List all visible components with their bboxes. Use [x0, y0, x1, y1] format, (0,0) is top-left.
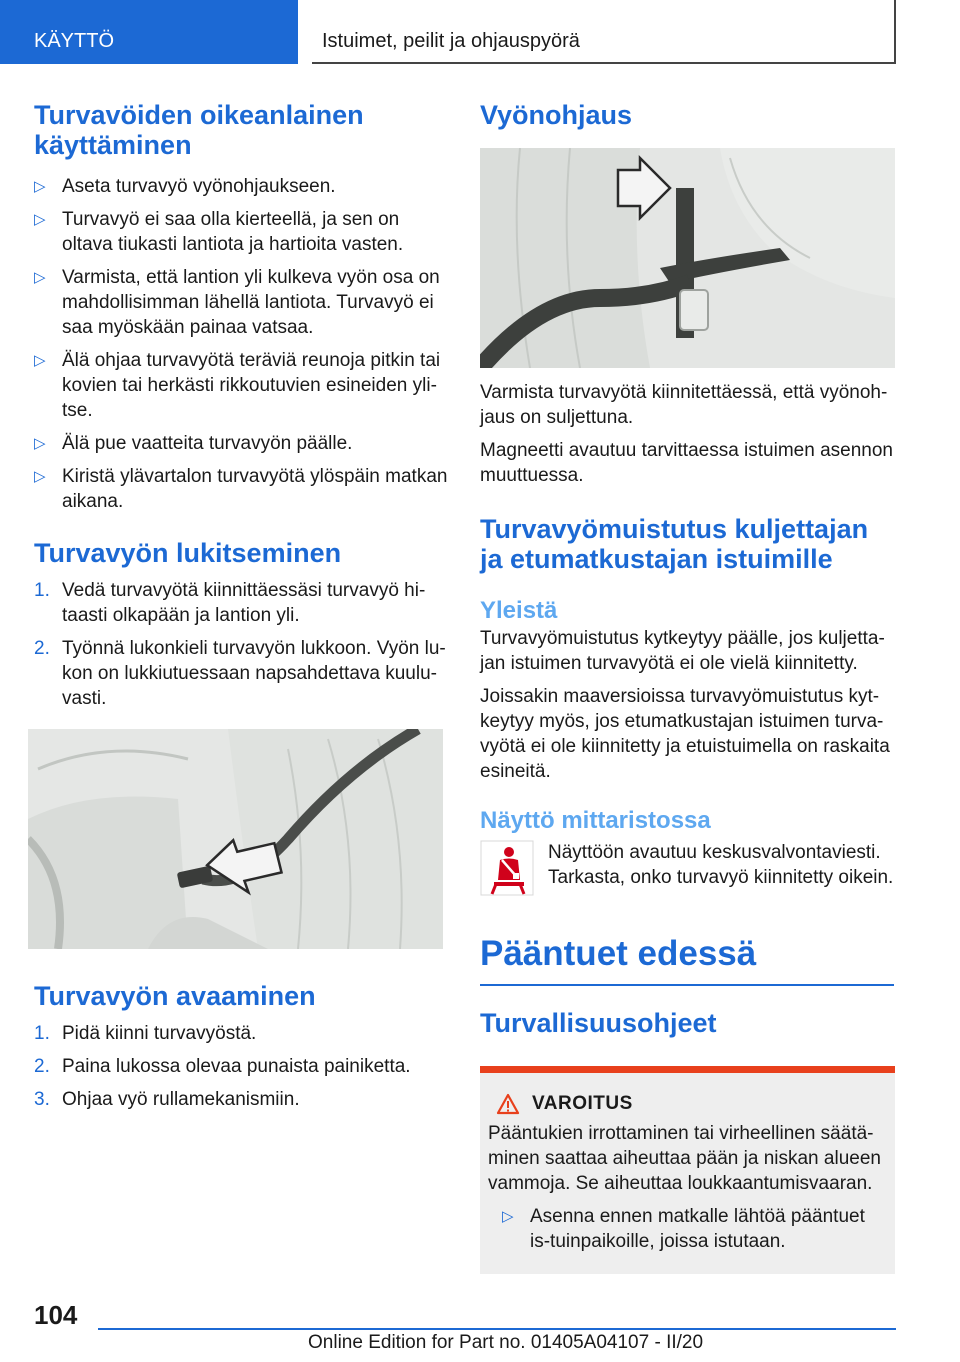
- warning-bar: [480, 1066, 895, 1073]
- subheading-general: Yleistä: [480, 597, 558, 624]
- section-header: [312, 0, 896, 64]
- warning-triangle-icon: [496, 1093, 520, 1115]
- subheading-display: Näyttö mittaristossa: [480, 807, 711, 834]
- heading-headrests: Pääntuet edessä: [480, 934, 757, 973]
- general-paragraph: Joissakin maaversioissa turvavyömuistutus kyt-keytyy myös, jos etumatkustajan istuimen turva-vyötä ei ole kiinnitetty ja etuistuimella on raskaita esineitä.: [480, 686, 890, 782]
- section-title: Istuimet, peilit ja ohjauspyörä: [322, 30, 580, 52]
- list-item: 2. Työnnä lukonkieli turvavyön lukkoon. Vyön lu-kon on lukkiutuessaan napsahdettava kuulu-vasti.: [34, 638, 446, 709]
- display-info: [480, 840, 894, 896]
- section-divider: [480, 984, 894, 986]
- step-number: 3.: [34, 1089, 50, 1110]
- chapter-tab: [0, 0, 298, 64]
- step-number: 2.: [34, 638, 50, 659]
- warning-label: VAROITUS: [532, 1093, 633, 1114]
- belt-guide-paragraph: Varmista turvavyötä kiinnitettäessä, että vyönoh-jaus on suljettuna.: [480, 382, 888, 428]
- heading-belt-guide: Vyönohjaus: [480, 100, 633, 130]
- list-item: 1. Pidä kiinni turvavyöstä.: [34, 1023, 257, 1044]
- step-number: 1.: [34, 1023, 50, 1044]
- heading-correct-use: Turvavöiden oikeanlainen käyttäminen: [34, 100, 364, 160]
- edition-text: Online Edition for Part no. 01405A04107 - II/20: [308, 1332, 704, 1353]
- triangle-right-icon: ▷: [34, 352, 46, 369]
- list-item: ▷ Turvavyö ei saa olla kierteellä, ja sen on oltava tiukasti lantiota ja hartioita vasten.: [34, 209, 404, 255]
- fastening-steps: [34, 578, 448, 711]
- left-column: [34, 100, 448, 1120]
- unfastening-steps: [34, 1021, 448, 1112]
- list-item: ▷ Älä pue vaatteita turvavyön päälle.: [34, 433, 353, 454]
- triangle-right-icon: ▷: [34, 178, 46, 195]
- belt-guide-illustration: [480, 148, 895, 368]
- correct-use-list: [34, 174, 448, 514]
- list-item: 3. Ohjaa vyö rullamekanismiin.: [34, 1089, 300, 1110]
- triangle-right-icon: ▷: [502, 1208, 514, 1225]
- heading-unfastening: Turvavyön avaaminen: [34, 981, 316, 1011]
- warning-list: [488, 1204, 887, 1254]
- belt-guide-paragraph: Magneetti avautuu tarvittaessa istuimen asennon muuttuessa.: [480, 440, 893, 486]
- triangle-right-icon: ▷: [34, 435, 46, 452]
- page-number: 104: [34, 1300, 78, 1330]
- footer-divider: [98, 1328, 896, 1330]
- seatbelt-warning-icon: [480, 840, 534, 896]
- list-item: 1. Vedä turvavyötä kiinnittäessäsi turvavyö hi-taasti olkapään ja lantion yli.: [34, 580, 426, 626]
- triangle-right-icon: ▷: [34, 269, 46, 286]
- heading-fastening: Turvavyön lukitseminen: [34, 538, 342, 568]
- heading-safety-notes: Turvallisuusohjeet: [480, 1008, 717, 1038]
- chapter-title: KÄYTTÖ: [34, 30, 115, 52]
- list-item: ▷ Älä ohjaa turvavyötä teräviä reunoja pitkin tai kovien tai herkästi rikkoutuvien esineiden yli-tse.: [34, 350, 441, 421]
- warning-box: [480, 1066, 895, 1274]
- general-paragraph: Turvavyömuistutus kytkeytyy päälle, jos kuljetta-jan istuimen turvavyötä ei ole vielä kiinnitetty.: [480, 628, 885, 674]
- list-item: 2. Paina lukossa olevaa punaista painiketta.: [34, 1056, 411, 1077]
- triangle-right-icon: ▷: [34, 211, 46, 228]
- triangle-right-icon: ▷: [34, 468, 46, 485]
- list-item: ▷ Aseta turvavyö vyönohjaukseen.: [34, 176, 336, 197]
- list-item: ▷ Asenna ennen matkalle lähtöä pääntuet is-tuinpaikoille, joissa istutaan.: [502, 1206, 865, 1252]
- list-item: ▷ Varmista, että lantion yli kulkeva vyön osa on mahdollisimman lähellä lantiota. Turvavyö ei saa myöskään painaa vatsaa.: [34, 267, 440, 338]
- warning-text: Pääntukien irrottaminen tai virheellinen säätä-minen saattaa aiheuttaa pään ja niskan alueen vammoja. Se aiheuttaa loukkaantumisvaaran.: [488, 1123, 881, 1194]
- display-text: Näyttöön avautuu keskusvalvontaviesti. Tarkasta, onko turvavyö kiinnitetty oikein.: [548, 842, 894, 888]
- heading-belt-reminder: Turvavyömuistutus kuljettajan ja etumatkustajan istuimille: [480, 514, 869, 574]
- list-item: ▷ Kiristä ylävartalon turvavyötä ylöspäin matkan aikana.: [34, 466, 448, 512]
- buckle-illustration: [28, 729, 443, 949]
- step-number: 2.: [34, 1056, 50, 1077]
- right-column: [480, 100, 894, 1274]
- step-number: 1.: [34, 580, 50, 601]
